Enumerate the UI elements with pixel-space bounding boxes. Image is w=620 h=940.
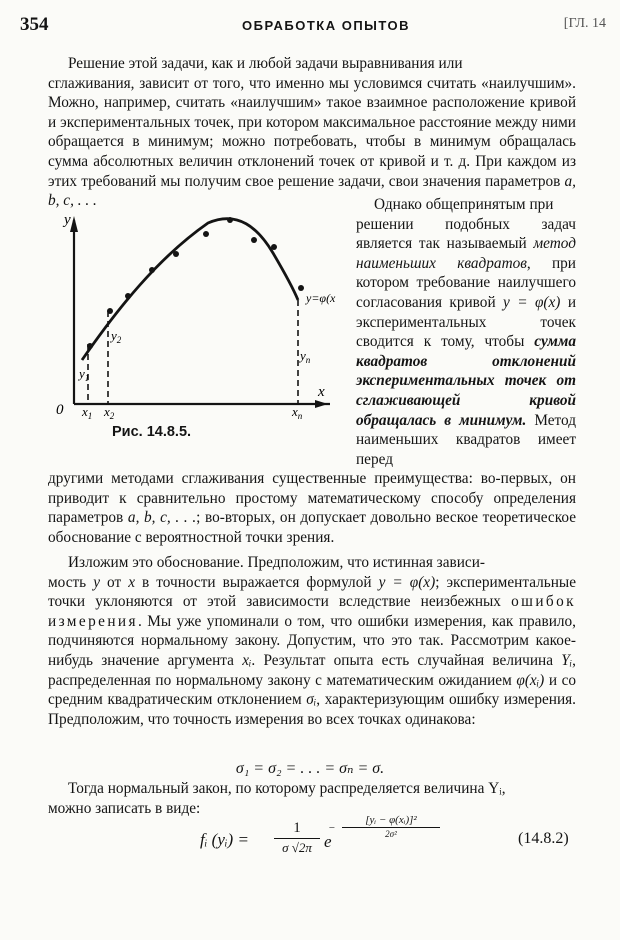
formula-inline: y = φ(x) — [503, 293, 561, 311]
exponent-bar — [342, 827, 440, 828]
sigma-equality-formula: σ₁ = σ₂ = . . . = σₙ = σ. — [235, 760, 385, 777]
var-y: y — [93, 573, 100, 591]
data-point — [203, 231, 209, 237]
method-term: метод наименьших квадратов — [356, 235, 576, 272]
equation-number: (14.8.2) — [518, 830, 569, 847]
paragraph-3-part6: , распределенная по нормальному закону с математическим ожиданием — [48, 651, 576, 689]
curve-label: y=φ(x — [306, 291, 336, 305]
data-point — [251, 237, 257, 243]
phi-xi: φ(xᵢ) — [516, 671, 545, 689]
y-axis-label: y — [64, 212, 71, 228]
figure-plot — [48, 198, 348, 448]
side-text — [356, 195, 576, 469]
running-title: ОБРАБОТКА ОПЫТОВ — [242, 18, 411, 33]
side-text-part1: решении подобных задач является так называемый — [356, 215, 576, 253]
x2-label: $x_2$ — [104, 404, 115, 421]
figure-14-8-5 — [48, 198, 348, 448]
fraction-numerator: 1 — [293, 820, 301, 836]
exponent — [328, 814, 446, 839]
side-text-first-line: Однако общепринятым при — [374, 196, 554, 213]
normal-density-formula — [200, 812, 460, 868]
exp-base: e — [324, 832, 332, 851]
paragraph-2-part2: ; во-вторых, он допускает довольно веское теоретическое обоснование с вероятностной точки зрения. — [48, 509, 576, 546]
data-point — [87, 343, 93, 349]
paragraph-3-part7: и со средним квадратическим отклонением — [48, 671, 577, 709]
y2-label: $y_2$ — [111, 328, 122, 345]
spaced-phrase: ошибок измерения — [48, 593, 576, 630]
var-xi: xᵢ — [242, 651, 252, 669]
paragraph-3-part4: . Мы уже упоминали о том, что ошибки измерения, как правило, подчиняются нормальному закону. Допустим, что это так. Рассмотрим какое-нибудь значение аргумента — [48, 612, 576, 669]
params-abc-2: a, b, c, . . . — [127, 509, 197, 527]
formula-lhs: fᵢ (yᵢ) = — [200, 830, 249, 849]
data-point — [149, 267, 155, 273]
exponent-denominator: 2σ² — [385, 829, 397, 839]
data-point — [227, 217, 233, 223]
formula-inline-2: y = φ(x) — [378, 573, 436, 591]
paragraph-4-second-line: можно записать в виде: — [48, 799, 201, 817]
data-point — [107, 308, 113, 314]
data-point — [173, 251, 179, 257]
paragraph-2 — [48, 469, 576, 547]
page-number: 354 — [20, 14, 49, 35]
paragraph-3-part8: , характеризующим ошибку измерения. Предположим, что точность измерения во всех точках одинакова: — [48, 691, 576, 728]
exponent-minus: − — [328, 822, 336, 834]
paragraph-3-part3: ; экспериментальные точки уклоняются от этой зависимости вследствие неизбежных — [48, 573, 576, 611]
page-header — [20, 14, 606, 38]
sigma-i: σᵢ — [306, 691, 317, 709]
paragraph-2-part1: другими методами сглаживания существенные преимущества: во-первых, он приводит к сравнительно простому математическому способу определения параметров — [48, 470, 576, 527]
y-axis-arrow — [70, 216, 78, 232]
data-point — [125, 293, 131, 299]
paragraph-1 — [48, 54, 576, 211]
origin-label: 0 — [56, 402, 64, 418]
emphasized-definition: сумма квадратов отклонений экспериментальных точек от сглаживающей кривой обращалась в минимум. — [356, 333, 576, 429]
paragraph-1-text: сглаживания, зависит от того, что именно мы условимся считать «наилучшим». Можно, например, считать «наилучшим» такое взаимное расположение кривой и экспериментальных точек, при котором максимальное расстояние между ними обращается в минимум; можно потребовать, чтобы в минимум обращалась сумма абсолютных величин отклонений точек от кривой и т. д. При каждом из этих требований мы получим свое решение задачи, свои значения параметров — [48, 74, 576, 190]
y1-label: $y_1$ — [79, 366, 90, 383]
side-text-part4: Метод наименьших квадратов имеет перед — [356, 411, 576, 468]
side-text-part2: , при котором требование наилучшего согласования кривой — [356, 254, 576, 311]
data-point — [298, 285, 304, 291]
paragraph-3 — [48, 553, 576, 729]
x-axis-arrow — [315, 400, 328, 408]
paragraph-3-part1: мость — [48, 573, 87, 591]
var-x: x — [128, 573, 135, 591]
formula-fraction — [274, 820, 320, 856]
yn-label: $y_n$ — [300, 348, 311, 365]
x-axis-label: x — [318, 384, 325, 400]
fraction-bar — [274, 838, 320, 839]
paragraph-3-first-line: Изложим это обоснование. Предположим, что истинная зависи- — [68, 554, 485, 571]
paragraph-1-first-line: Решение этой задачи, как и любой задачи выравнивания или — [68, 55, 463, 72]
side-text-part3: и экспериментальных точек сводится к тому, чтобы — [356, 293, 576, 351]
x1-label: $x_1$ — [82, 404, 93, 421]
word-from: от — [107, 573, 122, 591]
fraction-denominator: σ √2π — [282, 840, 312, 855]
chapter-ref: [ГЛ. 14 — [563, 16, 606, 31]
paragraph-3-part5: . Результат опыта есть случайная величина — [251, 651, 553, 669]
var-Yi: Yᵢ — [561, 651, 573, 669]
params-abc: a, b, c, . . . — [48, 172, 576, 210]
exponent-numerator: [yᵢ − φ(xᵢ)]² — [365, 814, 417, 826]
paragraph-4-first-line: Тогда нормальный закон, по которому распределяется величина Yᵢ, — [68, 780, 506, 797]
figure-caption: Рис. 14.8.5. — [112, 424, 192, 440]
xn-label: $x_n$ — [292, 404, 303, 421]
paragraph-3-part2: в точности выражается формулой — [142, 573, 372, 591]
data-point — [271, 244, 277, 250]
